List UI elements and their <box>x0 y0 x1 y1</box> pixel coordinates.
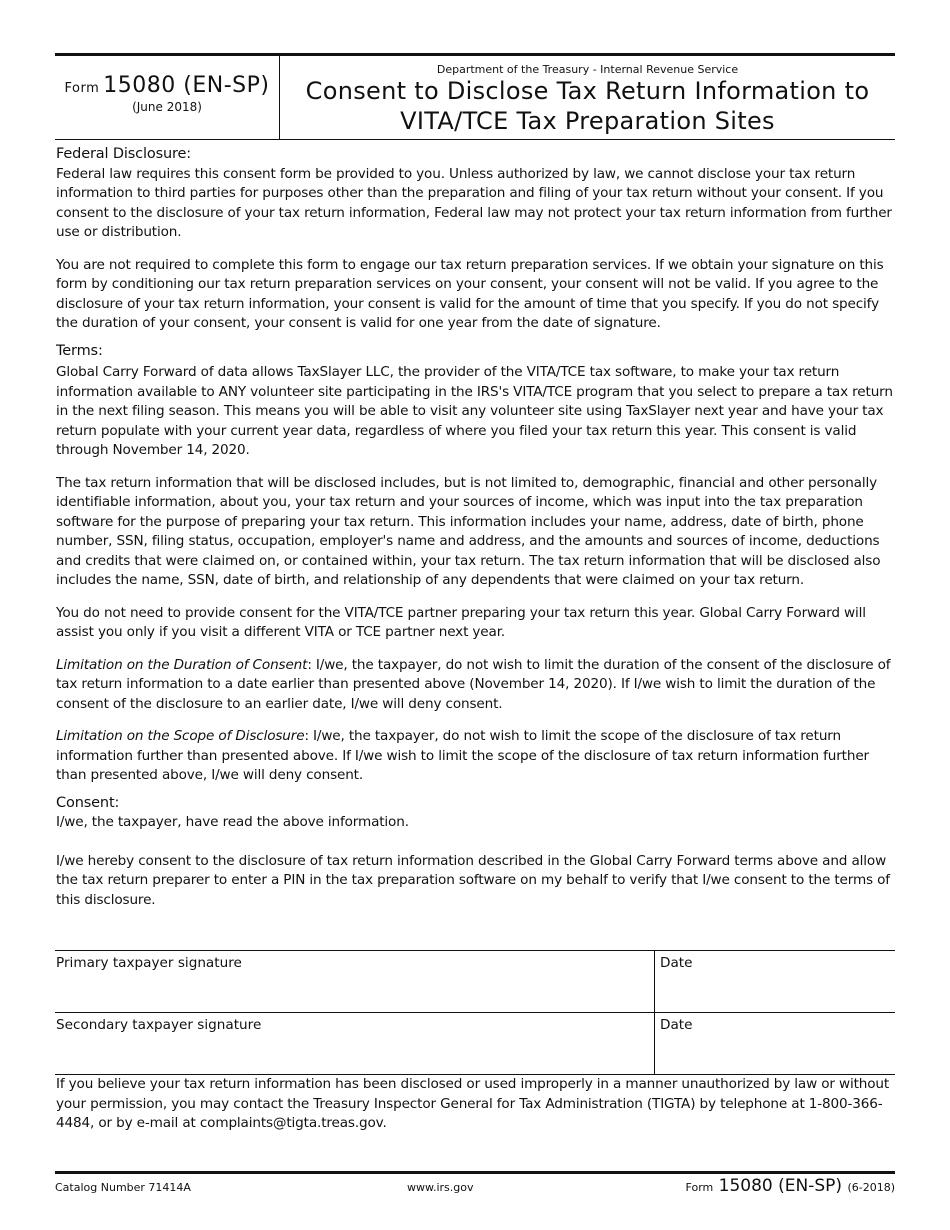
tigta-notice: If you believe your tax return information has been disclosed or used improperly in a manner unauthorized by law or without your permission, you may contact the Treasury Inspector General for Tax Administration (TIGTA) by telephone at 1-800-366-4484, or by e-mail at complaints@tigta.treas.gov. <box>56 1076 890 1131</box>
footer-form-rev: (6-2018) <box>847 1181 895 1194</box>
scope-text: : I/we, the taxpayer, do not wish to limit the scope of the disclosure of tax return information further than presented above. If I/we wish to limit the scope of the disclosure of tax return information further than presented above, I/we will deny consent. <box>56 728 869 783</box>
form-id-box <box>55 56 280 139</box>
terms-para3: You do not need to provide consent for the VITA/TCE partner preparing your tax return this year. Global Carry Forward will assist you only if you visit a different VITA or TCE partner next year. <box>56 604 866 640</box>
form-number-value: 15080 (EN-SP) <box>103 73 270 98</box>
footer-form-number-value: 15080 (EN-SP) <box>718 1176 843 1196</box>
signature-table <box>55 950 895 1075</box>
footer-form-prefix: Form <box>685 1181 714 1194</box>
scope-limitation <box>56 727 896 786</box>
footer-form-number <box>686 1176 895 1196</box>
title-box <box>280 56 895 139</box>
secondary-signature-field[interactable] <box>55 1013 654 1074</box>
consent-para1: I/we, the taxpayer, have read the above information. <box>56 814 409 830</box>
duration-label: Limitation on the Duration of Consent <box>56 656 308 673</box>
form-body <box>56 145 896 923</box>
terms-heading: Terms: <box>56 342 103 359</box>
consent-heading: Consent: <box>56 794 120 811</box>
primary-signature-field[interactable] <box>55 951 654 1012</box>
form-prefix: Form <box>64 81 100 96</box>
duration-limitation <box>56 656 896 715</box>
primary-date-field[interactable] <box>654 951 895 1012</box>
bottom-rule <box>55 1171 895 1174</box>
federal-disclosure-para1: Federal law requires this consent form be provided to you. Unless authorized by law, we cannot disclose your tax return information to third parties for purposes other than the preparation and filing of your tax return without your consent. If you consent to the disclosure of your tax return information, Federal law may not protect your tax return information from further use or distribution. <box>56 165 892 240</box>
catalog-number: Catalog Number 71414A <box>55 1181 191 1194</box>
secondary-signature-label: Secondary taxpayer signature <box>56 1017 262 1033</box>
primary-signature-label: Primary taxpayer signature <box>56 955 242 971</box>
secondary-signature-row <box>55 1013 895 1075</box>
secondary-date-field[interactable] <box>654 1013 895 1074</box>
terms-para1: Global Carry Forward of data allows TaxSlayer LLC, the provider of the VITA/TCE tax software, to make your tax return information available to ANY volunteer site participating in the IRS's VITA/TCE program that you select to prepare a tax return in the next filing season. This means you will be able to visit any volunteer site using TaxSlayer next year and have your tax return populate with your current year data, regardless of where you filed your tax return this year. This consent is valid through November 14, 2020. <box>56 364 893 458</box>
primary-date-label: Date <box>660 955 693 971</box>
form-date: (June 2018) <box>132 100 202 114</box>
federal-disclosure-para2: You are not required to complete this form to engage our tax return preparation services. If we obtain your signature on this form by conditioning our tax return preparation services on your consent, your consent will not be valid. If you agree to the disclosure of your tax return information, your consent is valid for the amount of time that you specify. If you do not specify the duration of your consent, your consent is valid for one year from the date of signature. <box>56 256 884 331</box>
consent-para2: I/we hereby consent to the disclosure of tax return information described in the Global Carry Forward terms above and allow the tax return preparer to enter a PIN in the tax preparation software on my behalf to verify that I/we consent to the terms of this disclosure. <box>56 852 890 908</box>
secondary-date-label: Date <box>660 1017 693 1033</box>
department-label: Department of the Treasury - Internal Revenue Service <box>436 63 739 76</box>
federal-disclosure-heading: Federal Disclosure: <box>56 146 192 162</box>
duration-text: : I/we, the taxpayer, do not wish to limit the duration of the consent of the disclosure of tax return information to a date earlier than presented above (November 14, 2020). If I/we wish to limit the duration of the consent of the disclosure to an earlier date, I/we will deny consent. <box>56 656 891 712</box>
form-number <box>55 73 279 98</box>
form-title-line1: Consent to Disclose Tax Return Information to <box>305 77 870 105</box>
form-title-line2: VITA/TCE Tax Preparation Sites <box>400 107 775 135</box>
page-footer <box>55 1176 895 1200</box>
website-link[interactable]: www.irs.gov <box>407 1181 474 1194</box>
terms-para2: The tax return information that will be disclosed includes, but is not limited to, demographic, financial and other personally identifiable information, about you, your tax return and your sources of income, which was input into the tax preparation software for the purpose of preparing your tax return. This information includes your name, address, date of birth, phone number, SSN, filing status, occupation, employer's name and address, and the amounts and sources of income, deductions and credits that were claimed on, or contained within, your tax return. The tax return information that will be disclosed also includes the name, SSN, date of birth, and relationship of any dependents that were claimed on your tax return. <box>56 474 881 588</box>
primary-signature-row <box>55 951 895 1013</box>
form-header <box>55 56 895 140</box>
scope-label: Limitation on the Scope of Disclosure <box>56 728 305 744</box>
